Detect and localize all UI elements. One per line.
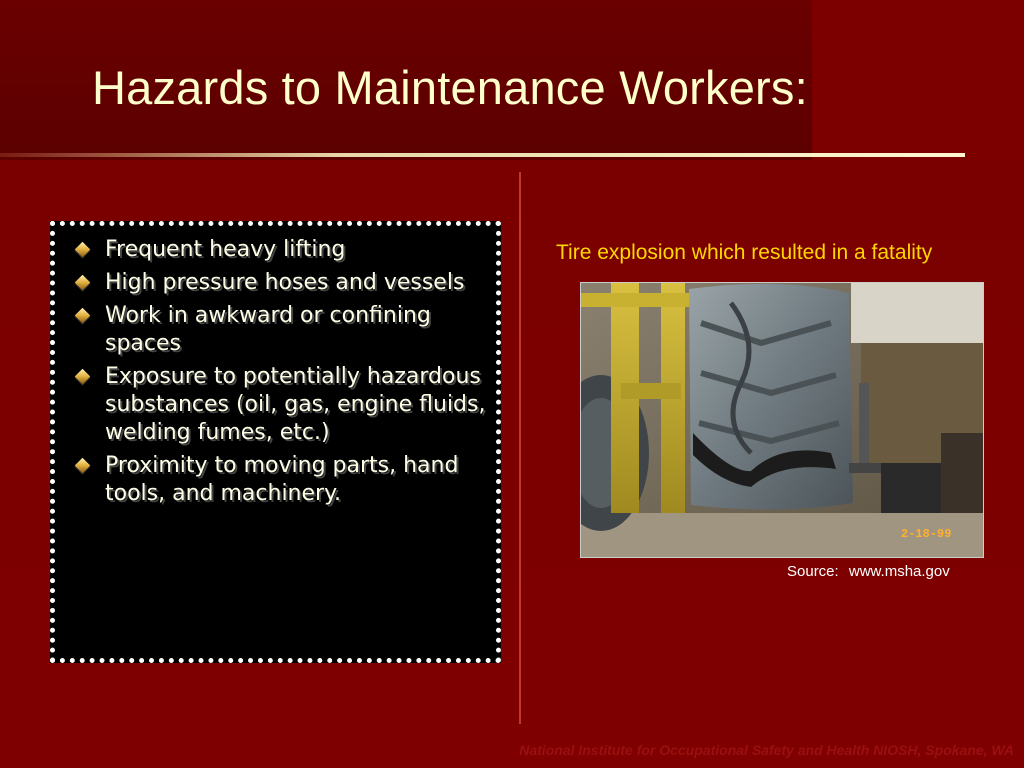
bullet-text: Proximity to moving parts, hand tools, and machinery. <box>105 453 459 506</box>
photo-caption: Tire explosion which resulted in a fatality <box>556 241 933 264</box>
bullet-item <box>69 302 496 358</box>
bullet-item <box>69 363 496 447</box>
bullet-item <box>69 452 496 508</box>
title-underline <box>0 153 965 157</box>
bullet-text: Frequent heavy lifting <box>105 237 346 262</box>
bullet-icon <box>75 369 91 385</box>
bullet-item <box>69 236 496 264</box>
bullet-box <box>50 221 501 663</box>
bullet-icon <box>75 242 91 258</box>
vertical-divider <box>519 172 521 724</box>
source-label: Source: <box>787 563 839 580</box>
bullet-icon <box>75 308 91 324</box>
bullet-item <box>69 269 496 297</box>
footer-attribution: National Institute for Occupational Safety and Health NIOSH, Spokane, WA <box>519 742 1014 758</box>
photo-date-stamp: 2-18-99 <box>901 527 952 541</box>
bullet-text: Exposure to potentially hazardous substances (oil, gas, engine fluids, welding fumes, etc.) <box>105 364 486 445</box>
bullet-text: Work in awkward or confining spaces <box>105 303 431 356</box>
source-url: www.msha.gov <box>848 563 950 580</box>
bullet-icon <box>75 275 91 291</box>
tire-explosion-photo <box>580 282 984 558</box>
bullet-icon <box>75 458 91 474</box>
bullet-list <box>55 226 496 508</box>
slide-title: Hazards to Maintenance Workers: <box>92 61 808 114</box>
photo-source <box>787 563 950 580</box>
bullet-text: High pressure hoses and vessels <box>105 270 465 295</box>
